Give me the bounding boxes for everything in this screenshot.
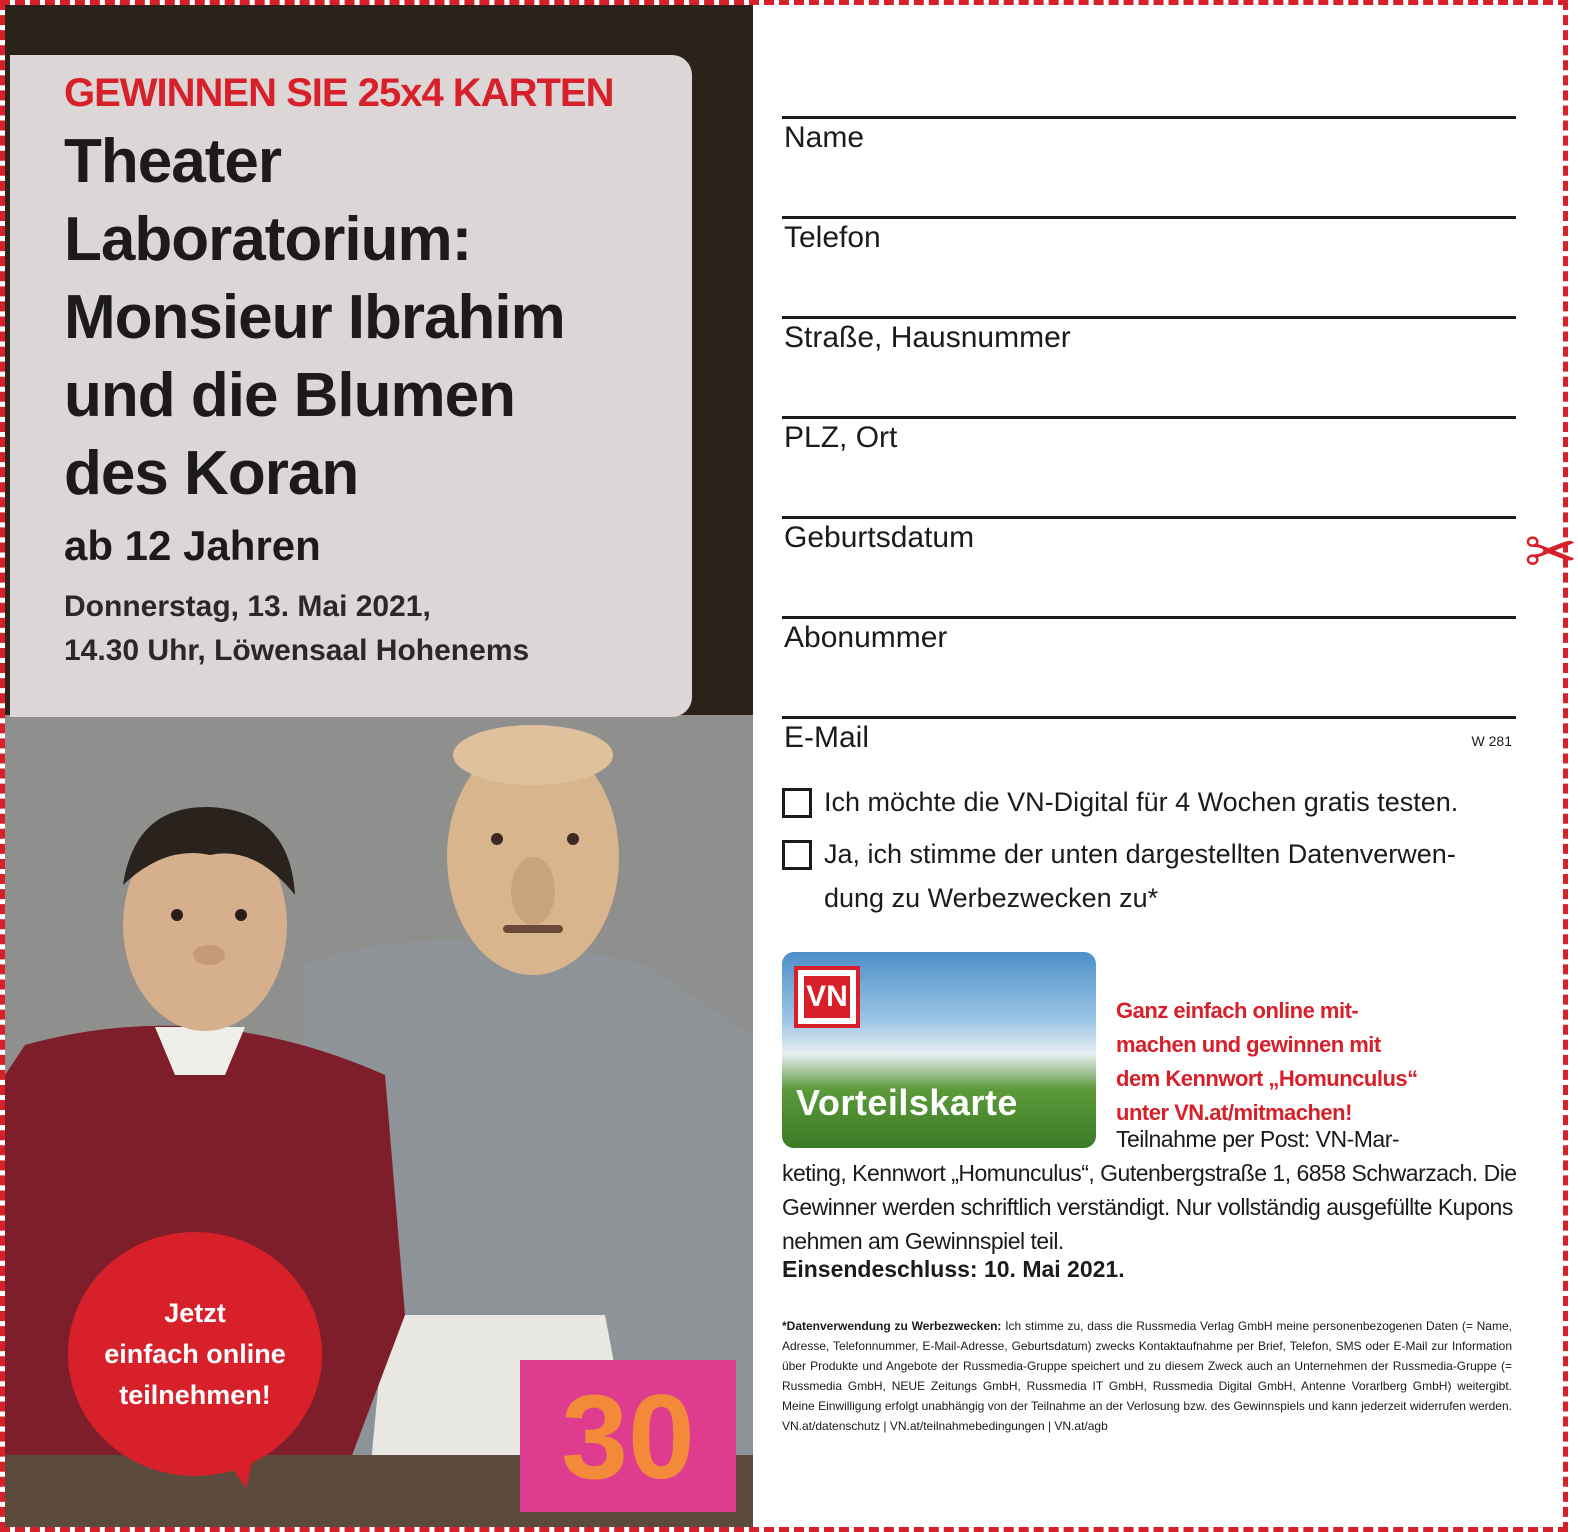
zip-city-field[interactable] bbox=[782, 416, 1516, 454]
event-date bbox=[64, 585, 672, 673]
fine-print-body: Ich stimme zu, dass die Russmedia Verlag GmbH meine personenbezogenen Daten (= Name, Adresse, Telefonnummer, E-Mail-Adresse, Geburtsdatum) zwecks Kontaktaufnahme per Brief, Telefon, SMS oder E-Mail zur Information über Produkte und Angebote der Russmedia-Gruppe speichert und zu diesem Zweck auch an Unternehmen der Russmedia-Gruppe (= Russmedia GmbH, NEUE Zeitungs GmbH, Russmedia IT GmbH, Russmedia Digital GmbH, Antenne Vorarlberg GmbH) weitergibt. Meine Einwilligung erfolgt unabhängig von der Teilnahme an der Verlosung bzw. des Gewinnspiels und kann jederzeit widerrufen werden. VN.at/datenschutz | VN.at/teilnahmebedingungen | VN.at/agb bbox=[782, 1319, 1512, 1433]
bubble-line: einfach online bbox=[104, 1338, 286, 1369]
promo-line: machen und gewinnen mit bbox=[1116, 1032, 1381, 1057]
phone-field[interactable] bbox=[782, 216, 1516, 254]
deadline: Einsendeschluss: 10. Mai 2021. bbox=[782, 1256, 1125, 1282]
subscription-number-field[interactable] bbox=[782, 616, 1516, 654]
event-title-line: Monsieur Ibrahim bbox=[64, 283, 565, 352]
svg-text:30: 30 bbox=[561, 1370, 695, 1504]
phone-label: Telefon bbox=[784, 221, 881, 254]
vn-logo-icon bbox=[794, 966, 860, 1028]
street-label: Straße, Hausnummer bbox=[784, 321, 1071, 354]
post-line: Teilnahme per Post: VN-Mar- bbox=[1116, 1126, 1400, 1152]
email-field[interactable] bbox=[782, 716, 1516, 754]
promo-line: dem Kennwort „Homunculus“ bbox=[1116, 1066, 1418, 1091]
checkbox-icon[interactable] bbox=[782, 840, 812, 870]
birthdate-field[interactable] bbox=[782, 516, 1516, 554]
anniversary-logo bbox=[520, 1360, 736, 1512]
card-title: Vorteilskarte bbox=[796, 1082, 1018, 1123]
name-field[interactable] bbox=[782, 116, 1516, 154]
postal-participation-text bbox=[782, 1122, 1520, 1258]
bubble-tail bbox=[216, 1446, 256, 1488]
event-title-line: Theater bbox=[64, 127, 281, 196]
checkbox-icon[interactable] bbox=[782, 788, 812, 818]
email-label: E-Mail bbox=[784, 721, 870, 754]
scissors-icon: ✂ bbox=[1524, 516, 1578, 588]
event-date-line: Donnerstag, 13. Mai 2021, bbox=[64, 590, 431, 623]
promo-line: unter VN.at/mitmachen! bbox=[1116, 1100, 1352, 1125]
bubble-line: teilnehmen! bbox=[119, 1379, 271, 1410]
event-title-line: und die Blumen bbox=[64, 361, 515, 430]
event-info-box bbox=[10, 55, 692, 717]
fine-print-heading: *Datenverwendung zu Werbezwecken: bbox=[782, 1319, 1002, 1333]
vn-logo-text: VN bbox=[804, 976, 850, 1018]
event-title-line: Laboratorium: bbox=[64, 205, 472, 274]
post-body: keting, Kennwort „Homunculus“, Gutenbergstraße 1, 6858 Schwarzach. Die Gewinner werden schriftlich verständigt. Nur vollständig ausgefüllte Kupons nehmen am Gewinnspiel teil. bbox=[782, 1160, 1517, 1254]
promo-line: Ganz einfach online mit- bbox=[1116, 998, 1359, 1023]
digital-trial-label: Ich möchte die VN-Digital für 4 Wochen gratis testen. bbox=[824, 787, 1459, 817]
data-consent-line: Ja, ich stimme der unten dargestellten Datenverwen- bbox=[824, 839, 1456, 869]
online-promo-text bbox=[1116, 994, 1526, 1130]
vorteilskarte-image bbox=[782, 952, 1096, 1148]
bubble-line: Jetzt bbox=[164, 1297, 226, 1328]
data-consent-label bbox=[824, 832, 1456, 920]
anniversary-logo-graphic bbox=[533, 1370, 723, 1504]
data-consent-option[interactable] bbox=[782, 836, 1456, 920]
fine-print bbox=[782, 1316, 1512, 1436]
street-field[interactable] bbox=[782, 316, 1516, 354]
online-participation-bubble[interactable] bbox=[68, 1232, 322, 1476]
age-rating: ab 12 Jahren bbox=[64, 522, 321, 569]
birthdate-label: Geburtsdatum bbox=[784, 521, 975, 554]
subscription-number-label: Abonummer bbox=[784, 621, 948, 654]
event-date-line: 14.30 Uhr, Löwensaal Hohenems bbox=[64, 634, 530, 667]
prize-kicker: GEWINNEN SIE 25x4 KARTEN bbox=[64, 71, 614, 115]
data-consent-line: dung zu Werbezwecken zu* bbox=[824, 883, 1159, 913]
form-code: W 281 bbox=[1471, 733, 1512, 749]
zip-city-label: PLZ, Ort bbox=[784, 421, 898, 454]
event-title bbox=[64, 123, 672, 513]
digital-trial-option[interactable] bbox=[782, 784, 1458, 824]
event-title-line: des Koran bbox=[64, 439, 359, 508]
name-label: Name bbox=[784, 121, 865, 154]
